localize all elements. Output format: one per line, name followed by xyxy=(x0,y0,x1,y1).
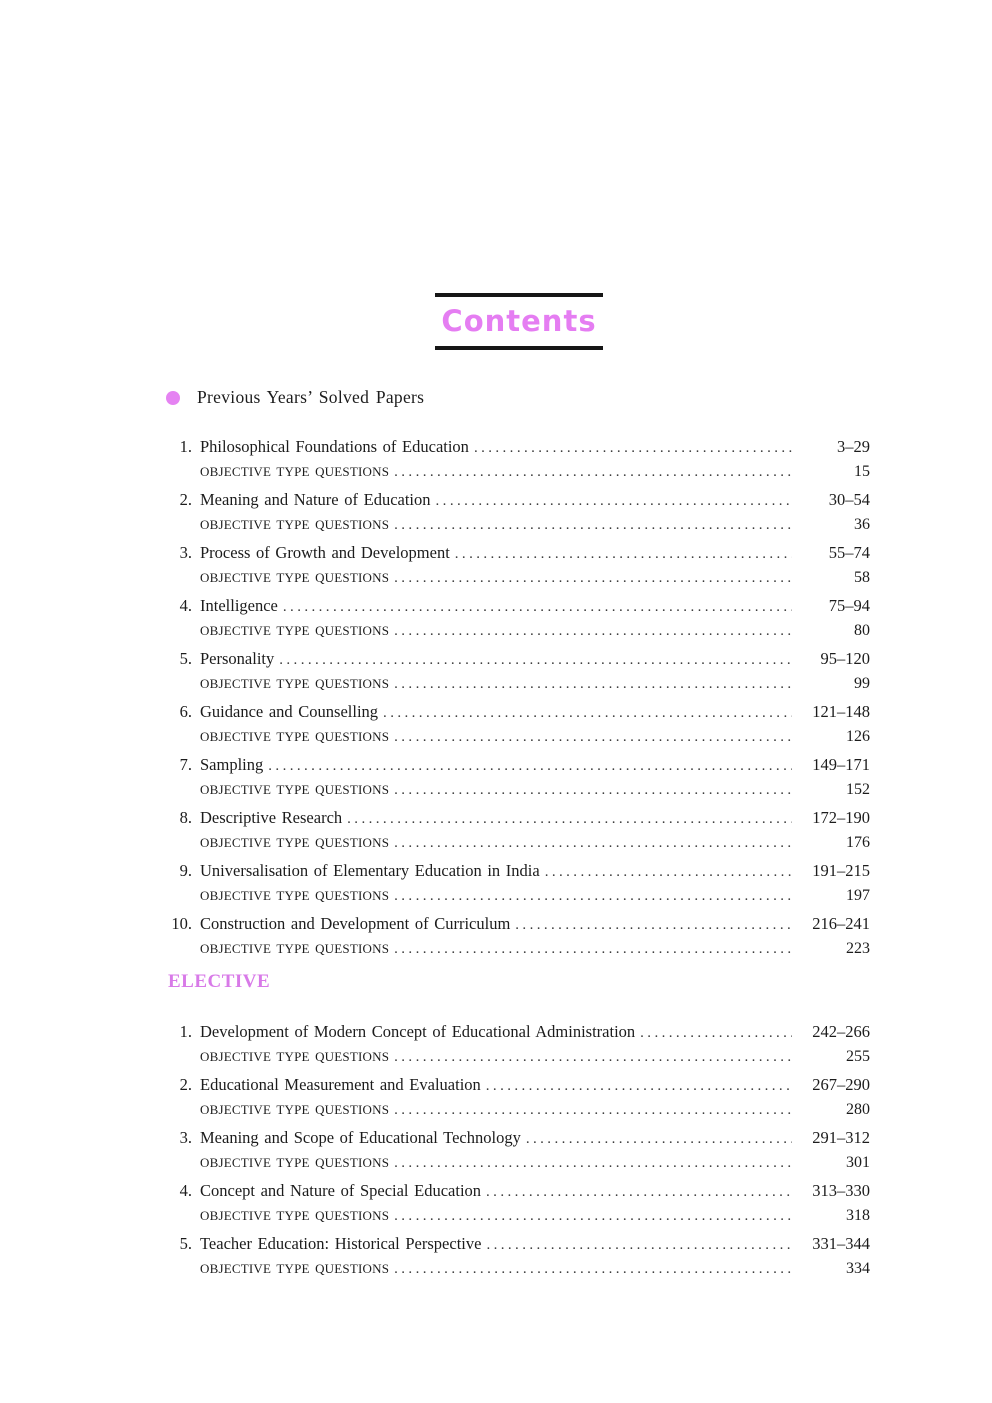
chapter-number: 4. xyxy=(179,596,192,615)
objective-questions-page: 334 xyxy=(846,1260,870,1277)
chapter-page-range: 30–54 xyxy=(828,490,870,509)
chapter-row xyxy=(168,753,870,778)
chapter-title: Intelligence xyxy=(200,596,278,615)
objective-questions-label: OBJECTIVE TYPE QUESTIONS xyxy=(200,1261,390,1276)
objective-questions-row xyxy=(168,778,870,802)
objective-questions-page: 58 xyxy=(854,569,870,586)
chapter-row xyxy=(168,541,870,566)
chapter-title: Concept and Nature of Special Education xyxy=(200,1181,482,1200)
page-title: Contents xyxy=(441,304,597,338)
dot-leader xyxy=(394,619,792,643)
dot-leader xyxy=(394,937,792,961)
objective-questions-row xyxy=(168,619,870,643)
chapter-page-range: 291–312 xyxy=(812,1128,870,1147)
objective-questions-row xyxy=(168,1204,870,1228)
objective-questions-row xyxy=(168,937,870,961)
chapter-page-range: 216–241 xyxy=(812,914,870,933)
dot-leader xyxy=(486,1179,792,1204)
dot-leader xyxy=(394,1151,792,1175)
toc-entry xyxy=(168,1232,870,1281)
dot-leader xyxy=(394,1204,792,1228)
chapter-page-range: 55–74 xyxy=(828,543,870,562)
chapter-row xyxy=(168,594,870,619)
chapter-number: 9. xyxy=(179,861,192,880)
dot-leader xyxy=(347,806,792,831)
elective-list xyxy=(168,1020,870,1281)
objective-questions-row xyxy=(168,1151,870,1175)
chapter-number: 5. xyxy=(179,649,192,668)
chapter-number: 8. xyxy=(179,808,192,827)
toc-entry xyxy=(168,859,870,908)
chapter-title: Teacher Education: Historical Perspective xyxy=(200,1234,482,1253)
contents-page xyxy=(168,0,870,1281)
dot-leader xyxy=(515,912,792,937)
dot-leader xyxy=(394,1257,792,1281)
objective-questions-label: OBJECTIVE TYPE QUESTIONS xyxy=(200,623,390,638)
chapter-title: Philosophical Foundations of Education xyxy=(200,437,469,456)
toc-entry xyxy=(168,647,870,696)
toc-entry xyxy=(168,541,870,590)
objective-questions-page: 301 xyxy=(846,1154,870,1171)
objective-questions-row xyxy=(168,1045,870,1069)
chapter-page-range: 121–148 xyxy=(812,702,870,721)
dot-leader xyxy=(486,1232,792,1257)
dot-leader xyxy=(394,513,792,537)
objective-questions-page: 152 xyxy=(846,781,870,798)
toc-entry xyxy=(168,488,870,537)
chapter-number: 10. xyxy=(171,914,192,933)
dot-leader xyxy=(268,753,792,778)
chapter-number: 3. xyxy=(179,1128,192,1147)
objective-questions-label: OBJECTIVE TYPE QUESTIONS xyxy=(200,1102,390,1117)
chapter-page-range: 331–344 xyxy=(812,1234,870,1253)
toc-entry xyxy=(168,435,870,484)
solved-papers-list xyxy=(168,435,870,961)
objective-questions-row xyxy=(168,884,870,908)
objective-questions-row xyxy=(168,672,870,696)
dot-leader xyxy=(455,541,792,566)
dot-leader xyxy=(394,725,792,749)
dot-leader xyxy=(394,566,792,590)
chapter-page-range: 172–190 xyxy=(812,808,870,827)
dot-leader xyxy=(474,435,792,460)
chapter-row xyxy=(168,859,870,884)
chapter-row xyxy=(168,647,870,672)
chapter-row xyxy=(168,1232,870,1257)
contents-title-block xyxy=(435,293,603,350)
chapter-title: Meaning and Scope of Educational Technology xyxy=(200,1128,521,1147)
chapter-row xyxy=(168,700,870,725)
section-heading-row xyxy=(168,387,870,408)
chapter-number: 4. xyxy=(179,1181,192,1200)
bullet-icon xyxy=(166,391,180,405)
chapter-number: 2. xyxy=(179,490,192,509)
objective-questions-label: OBJECTIVE TYPE QUESTIONS xyxy=(200,1208,390,1223)
chapter-number: 3. xyxy=(179,543,192,562)
objective-questions-row xyxy=(168,1098,870,1122)
dot-leader xyxy=(394,778,792,802)
objective-questions-label: OBJECTIVE TYPE QUESTIONS xyxy=(200,729,390,744)
toc-entry xyxy=(168,1020,870,1069)
objective-questions-label: OBJECTIVE TYPE QUESTIONS xyxy=(200,570,390,585)
elective-heading: ELECTIVE xyxy=(168,971,271,992)
dot-leader xyxy=(383,700,792,725)
chapter-row xyxy=(168,1020,870,1045)
chapter-title: Sampling xyxy=(200,755,264,774)
chapter-page-range: 95–120 xyxy=(820,649,870,668)
chapter-page-range: 3–29 xyxy=(837,437,870,456)
objective-questions-row xyxy=(168,513,870,537)
toc-entry xyxy=(168,700,870,749)
objective-questions-page: 280 xyxy=(846,1101,870,1118)
toc-entry xyxy=(168,806,870,855)
objective-questions-page: 176 xyxy=(846,834,870,851)
chapter-number: 5. xyxy=(179,1234,192,1253)
chapter-page-range: 191–215 xyxy=(812,861,870,880)
dot-leader xyxy=(394,460,792,484)
objective-questions-label: OBJECTIVE TYPE QUESTIONS xyxy=(200,676,390,691)
dot-leader xyxy=(394,1098,792,1122)
objective-questions-page: 99 xyxy=(854,675,870,692)
chapter-title: Descriptive Research xyxy=(200,808,343,827)
chapter-row xyxy=(168,912,870,937)
chapter-title: Construction and Development of Curriculum xyxy=(200,914,511,933)
chapter-title: Development of Modern Concept of Educational Administration xyxy=(200,1022,636,1041)
objective-questions-label: OBJECTIVE TYPE QUESTIONS xyxy=(200,1049,390,1064)
chapter-row xyxy=(168,1179,870,1204)
toc-entry xyxy=(168,912,870,961)
objective-questions-label: OBJECTIVE TYPE QUESTIONS xyxy=(200,835,390,850)
objective-questions-label: OBJECTIVE TYPE QUESTIONS xyxy=(200,517,390,532)
dot-leader xyxy=(526,1126,792,1151)
section-heading: Previous Years’ Solved Papers xyxy=(197,387,425,407)
chapter-title: Personality xyxy=(200,649,275,668)
dot-leader xyxy=(640,1020,792,1045)
objective-questions-row xyxy=(168,725,870,749)
chapter-title: Educational Measurement and Evaluation xyxy=(200,1075,481,1094)
dot-leader xyxy=(279,647,792,672)
dot-leader xyxy=(394,1045,792,1069)
objective-questions-page: 126 xyxy=(846,728,870,745)
title-rule-bottom xyxy=(435,346,603,350)
chapter-title: Guidance and Counselling xyxy=(200,702,379,721)
chapter-number: 7. xyxy=(179,755,192,774)
chapter-row xyxy=(168,806,870,831)
objective-questions-label: OBJECTIVE TYPE QUESTIONS xyxy=(200,888,390,903)
dot-leader xyxy=(436,488,792,513)
chapter-title: Universalisation of Elementary Education in India xyxy=(200,861,540,880)
chapter-page-range: 267–290 xyxy=(812,1075,870,1094)
objective-questions-page: 15 xyxy=(854,463,870,480)
objective-questions-label: OBJECTIVE TYPE QUESTIONS xyxy=(200,1155,390,1170)
chapter-row xyxy=(168,1126,870,1151)
dot-leader xyxy=(394,672,792,696)
chapter-number: 1. xyxy=(179,1022,192,1041)
chapter-page-range: 313–330 xyxy=(812,1181,870,1200)
chapter-row xyxy=(168,435,870,460)
objective-questions-label: OBJECTIVE TYPE QUESTIONS xyxy=(200,782,390,797)
objective-questions-row xyxy=(168,1257,870,1281)
objective-questions-page: 223 xyxy=(846,940,870,957)
chapter-number: 1. xyxy=(179,437,192,456)
chapter-row xyxy=(168,1073,870,1098)
objective-questions-page: 80 xyxy=(854,622,870,639)
objective-questions-page: 255 xyxy=(846,1048,870,1065)
objective-questions-page: 318 xyxy=(846,1207,870,1224)
toc-entry xyxy=(168,1073,870,1122)
dot-leader xyxy=(394,884,792,908)
toc-entry xyxy=(168,753,870,802)
chapter-title: Process of Growth and Development xyxy=(200,543,450,562)
objective-questions-row xyxy=(168,566,870,590)
objective-questions-page: 197 xyxy=(846,887,870,904)
chapter-title: Meaning and Nature of Education xyxy=(200,490,431,509)
objective-questions-label: OBJECTIVE TYPE QUESTIONS xyxy=(200,464,390,479)
chapter-page-range: 75–94 xyxy=(828,596,870,615)
objective-questions-row xyxy=(168,460,870,484)
chapter-page-range: 242–266 xyxy=(812,1022,870,1041)
chapter-page-range: 149–171 xyxy=(812,755,870,774)
dot-leader xyxy=(283,594,792,619)
toc-entry xyxy=(168,594,870,643)
dot-leader xyxy=(486,1073,792,1098)
objective-questions-page: 36 xyxy=(854,516,870,533)
chapter-number: 6. xyxy=(179,702,192,721)
toc-entry xyxy=(168,1126,870,1175)
dot-leader xyxy=(545,859,792,884)
dot-leader xyxy=(394,831,792,855)
toc-entry xyxy=(168,1179,870,1228)
objective-questions-row xyxy=(168,831,870,855)
objective-questions-label: OBJECTIVE TYPE QUESTIONS xyxy=(200,941,390,956)
chapter-number: 2. xyxy=(179,1075,192,1094)
chapter-row xyxy=(168,488,870,513)
